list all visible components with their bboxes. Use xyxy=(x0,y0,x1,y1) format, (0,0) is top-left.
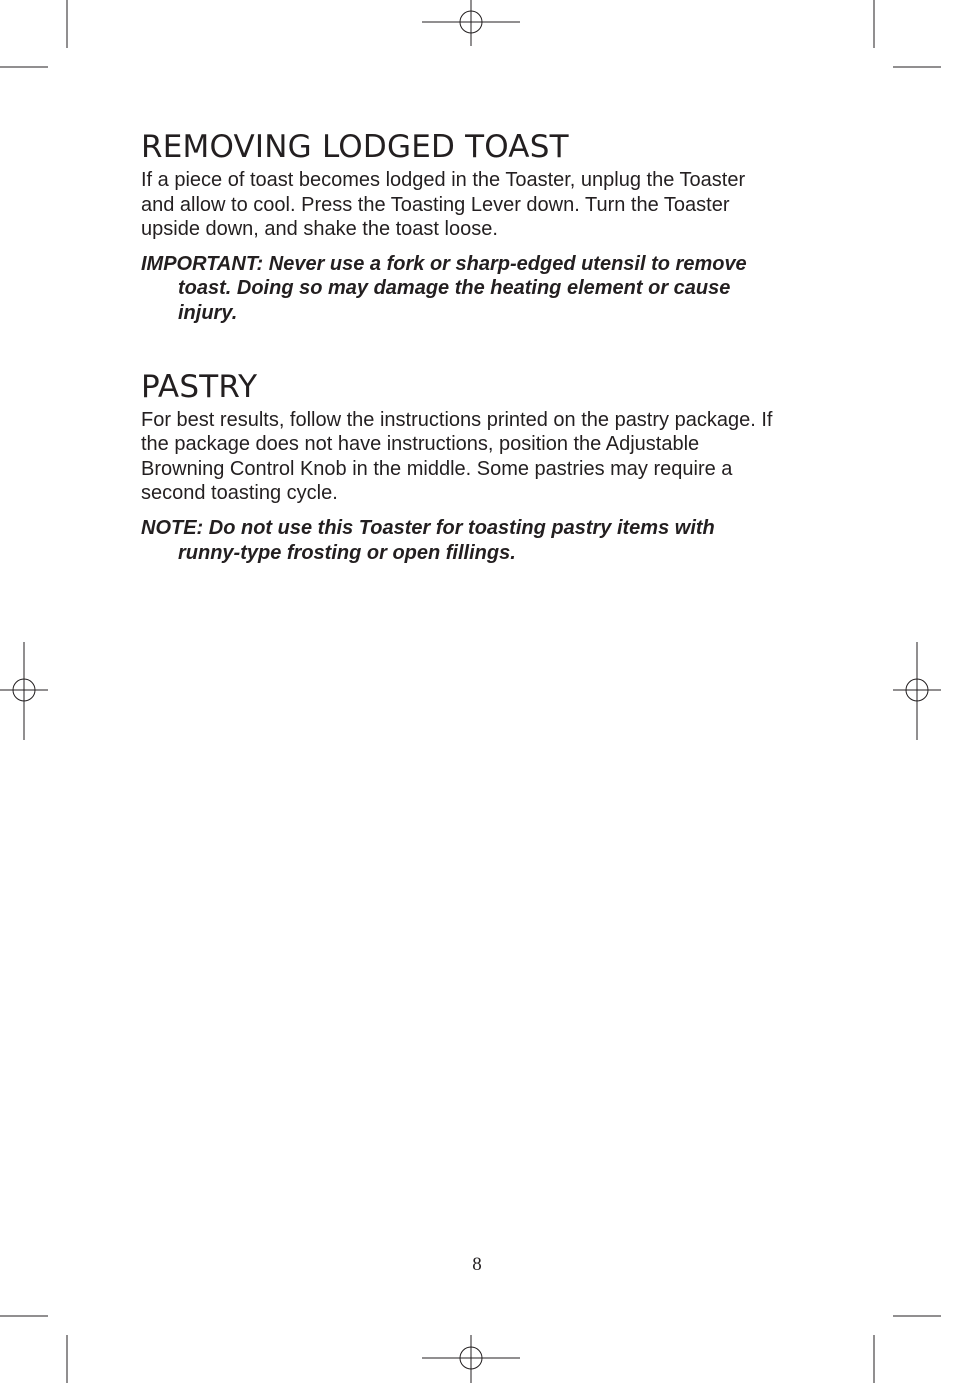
page-number: 8 xyxy=(472,1254,482,1275)
section-heading: PASTRY xyxy=(141,368,258,405)
section-spacer xyxy=(141,326,781,368)
section-body-text: If a piece of toast becomes lodged in the Toaster, unplug the Toaster and allow to cool. Press the Toasting Lever down. Turn the Toaster upside down, and shake the toast loose. xyxy=(141,169,746,241)
section-heading: REMOVING LODGED TOAST xyxy=(141,129,569,165)
section-pastry xyxy=(141,368,781,566)
section-removing-lodged-toast xyxy=(141,128,781,326)
page-content xyxy=(141,128,781,565)
note-text: NOTE: Do not use this Toaster for toasting pastry items with runny-type frosting or open fillings. xyxy=(141,516,715,564)
section-body-text: For best results, follow the instructions printed on the pastry package. If the package does not have instructions, position the Adjustable Browning Control Knob in the middle. Some pastries may require a second toasting cycle. xyxy=(141,408,773,505)
important-note: IMPORTANT: Never use a fork or sharp-edged utensil to remove toast. Doing so may damage the heating element or cause injury. xyxy=(141,252,747,324)
